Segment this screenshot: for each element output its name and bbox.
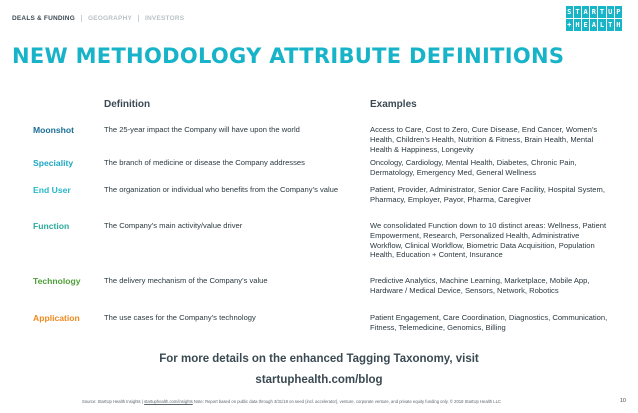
attribute-name: Speciality <box>33 158 74 168</box>
logo-letter: E <box>583 21 588 29</box>
nav-investors[interactable]: INVESTORS <box>145 15 185 22</box>
attribute-name: Moonshot <box>33 125 75 135</box>
source-prefix: Source: StartUp Health Insights | <box>82 399 145 404</box>
logo-letter: L <box>599 21 605 29</box>
attribute-examples: We consolidated Function down to 10 distinct areas: Wellness, Patient Empowerment, Research, Personalized Health, Administrative Workflow, Clinical Workflow, Biometric Data Acquisition, Population Health, Education + Content, Insurance <box>370 221 607 260</box>
logo-letter: R <box>591 8 596 16</box>
logo-row-top <box>557 6 622 18</box>
attribute-examples: Patient, Provider, Administrator, Senior Care Facility, Hospital System, Pharmacy, Employer, Payor, Pharma, Caregiver <box>370 185 605 204</box>
source-note <box>82 399 501 404</box>
nav-geography[interactable]: GEOGRAPHY <box>82 15 139 22</box>
attribute-definition: The use cases for the Company’s technology <box>104 313 256 322</box>
attribute-examples: Access to Care, Cost to Zero, Cure Disease, End Cancer, Women’s Health, Children’s Health, Nutrition & Fitness, Brain Health, Mental Health & Happiness, Longevity <box>370 125 598 154</box>
attribute-name: Technology <box>33 276 81 286</box>
logo-letter: P <box>616 8 621 16</box>
logo-letter: + <box>567 21 572 29</box>
logo-letter: U <box>608 8 613 16</box>
attribute-definition: The branch of medicine or disease the Company addresses <box>104 158 305 167</box>
logo-letter: A <box>591 21 596 29</box>
attribute-name: End User <box>33 185 71 195</box>
logo-letter: H <box>616 21 621 29</box>
logo-letter: T <box>575 8 580 16</box>
attribute-definition: The 25-year impact the Company will have upon the world <box>104 125 300 134</box>
attribute-name: Application <box>33 313 80 323</box>
definition-header: Definition <box>104 99 151 110</box>
logo-row-bottom <box>557 19 622 31</box>
logo-letter: A <box>583 8 588 16</box>
logo-letter: S <box>567 8 572 16</box>
source-suffix: Note: Report based on public data through 3/31/18 on seed (incl. accelerator), venture, corporate venture, and private equity funding only. © 2018 StartUp Health LLC <box>192 399 501 404</box>
attribute-definition: The organization or individual who benefits from the Company’s value <box>104 185 339 194</box>
insights-link[interactable]: startuphealth.com/insights <box>144 399 193 404</box>
attribute-examples: Predictive Analytics, Machine Learning, Marketplace, Mobile App, Hardware / Medical Device, Sensors, Network, Robotics <box>370 276 590 295</box>
attribute-examples: Oncology, Cardiology, Mental Health, Diabetes, Chronic Pain, Dermatology, Emergency Med, General Wellness <box>370 158 577 177</box>
cta-link[interactable]: startuphealth.com/blog <box>255 374 383 386</box>
startup-health-logo <box>557 6 622 32</box>
section-nav <box>12 15 190 22</box>
attribute-definition: The delivery mechanism of the Company’s value <box>104 276 268 285</box>
attribute-name: Function <box>33 221 70 231</box>
attribute-definition: The Company’s main activity/value driver <box>104 221 243 230</box>
logo-letter: H <box>575 21 580 29</box>
cta-text: For more details on the enhanced Tagging Taxonomy, visit <box>159 353 479 365</box>
page-number: 10 <box>619 398 626 404</box>
page-title: NEW METHODOLOGY ATTRIBUTE DEFINITIONS <box>12 44 565 68</box>
logo-letter: T <box>608 21 613 29</box>
examples-header: Examples <box>370 99 417 110</box>
attribute-examples: Patient Engagement, Care Coordination, Diagnostics, Communication, Fitness, Telemedicine, Genomics, Billing <box>370 313 608 332</box>
nav-deals-funding[interactable]: DEALS & FUNDING <box>12 15 82 22</box>
logo-letter: T <box>599 8 605 16</box>
